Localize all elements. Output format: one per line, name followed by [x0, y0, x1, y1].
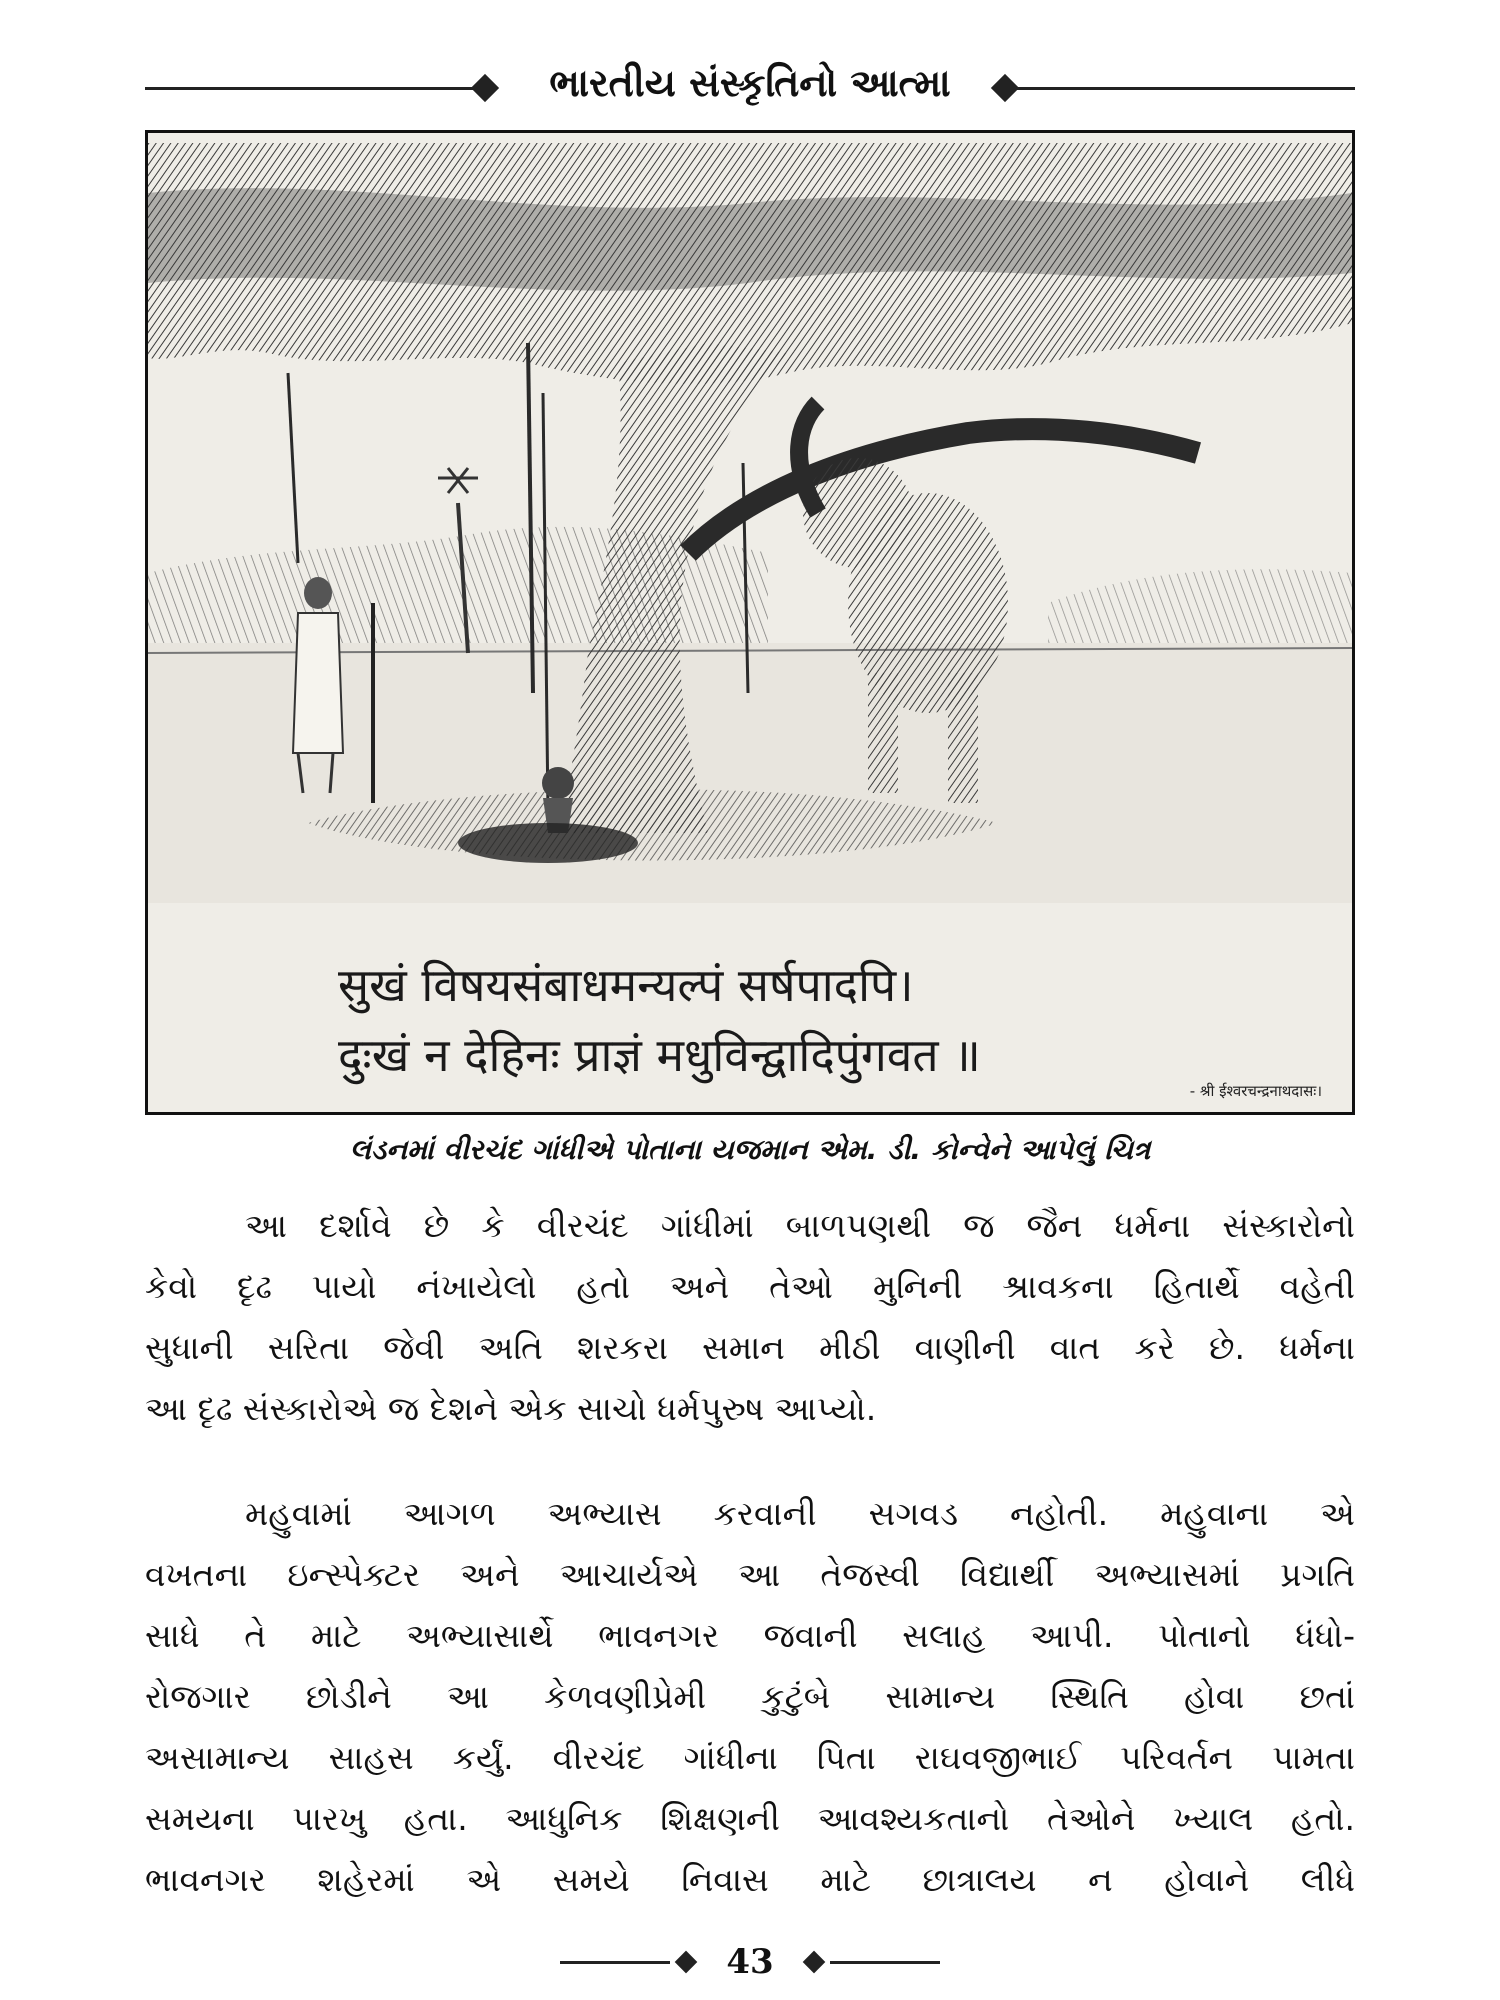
- paragraph-line: રોજગાર છોડીને આ કેળવણીપ્રેમી કુટુંબે સામાન્ય સ્થિતિ હોવા છતાં: [145, 1677, 1355, 1716]
- paragraph-line: ભાવનગર શહેરમાં એ સમયે નિવાસ માટે છાત્રાલય ન હોવાને લીધે: [145, 1860, 1355, 1899]
- figure-caption: લંડનમાં વીરચંદ ગાંધીએ પોતાના યજમાન એમ. ડી. કોન્વેને આપેલું ચિત્ર: [349, 1133, 1151, 1166]
- page-number: 43: [726, 1942, 774, 1982]
- paragraph-line: વખતના ઇન્સ્પેક્ટર અને આચાર્યએ આ તેજસ્વી વિદ્યાર્થી અભ્યાસમાં પ્રગતિ: [145, 1555, 1355, 1594]
- book-title: ભારતીય સંસ્કૃતિનો આત્મા: [549, 61, 951, 105]
- diamond-ornament-icon: [471, 74, 499, 102]
- page-footer: [560, 1942, 940, 1982]
- header-rule-left: [145, 87, 475, 90]
- paragraph-line: આ દૃઢ સંસ્કારોએ જ દેશને એક સાચો ધર્મપુરુષ આપ્યો.: [145, 1389, 877, 1428]
- paragraph-line: સમયના પારખુ હતા. આધુનિક શિક્ષણની આવશ્યકતાનો તેઓને ખ્યાલ હતો.: [145, 1799, 1355, 1838]
- illustration-frame: [145, 130, 1355, 1115]
- paragraph-line: સાધે તે માટે અભ્યાસાર્થે ભાવનગર જવાની સલાહ આપી. પોતાનો ધંધો-: [145, 1616, 1355, 1655]
- paragraph-1: [145, 1195, 1355, 1439]
- diamond-ornament-icon: [675, 1951, 698, 1974]
- artist-signature: - श्री ईश्वरचन्द्रनाथदासः।: [1189, 1082, 1322, 1100]
- paragraph-2: [145, 1483, 1355, 1910]
- paragraph-line: સુધાની સરિતા જેવી અતિ શરકરા સમાન મીઠી વાણીની વાત કરે છે. ધર્મના: [145, 1328, 1355, 1367]
- paragraph-line: આ દર્શાવે છે કે વીરચંદ ગાંધીમાં બાળપણથી જ જૈન ધર્મના સંસ્કારોનો: [245, 1206, 1355, 1245]
- diamond-ornament-icon: [803, 1951, 826, 1974]
- header-rule-right: [1015, 87, 1355, 90]
- paragraph-line: કેવો દૃઢ પાયો નંખાયેલો હતો અને તેઓ મુનિની શ્રાવકના હિતાર્થે વહેતી: [145, 1267, 1355, 1306]
- paragraph-line: મહુવામાં આગળ અભ્યાસ કરવાની સગવડ નહોતી. મહુવાના એ: [245, 1494, 1355, 1533]
- paragraph-line: અસામાન્ય સાહસ કર્યું. વીરચંદ ગાંધીના પિતા રાઘવજીભાઈ પરિવર્તન પામતા: [145, 1738, 1355, 1777]
- footer-rule-right: [830, 1961, 940, 1964]
- running-header: [145, 58, 1355, 108]
- sanskrit-verse-line-2: दुःखं न देहिनः प्राज्ञं मधुविन्द्वादिपुंगवत ॥: [338, 1028, 981, 1082]
- sanskrit-verse-line-1: सुखं विषयसंबाधमन्यल्पं सर्षपादपि।: [338, 958, 914, 1012]
- footer-rule-left: [560, 1961, 670, 1964]
